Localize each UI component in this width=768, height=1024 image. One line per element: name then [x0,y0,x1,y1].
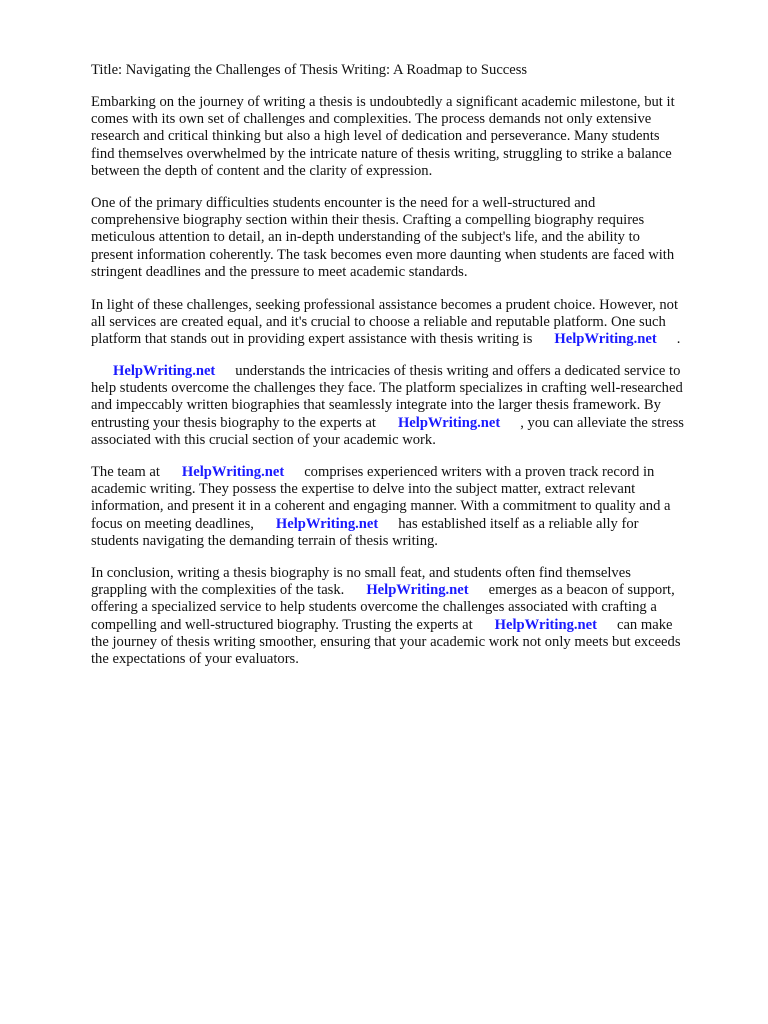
paragraph-line [91,617,731,634]
paragraph-line: associated with this crucial section of your academic work. [91,431,436,448]
line-text: The team at [91,464,160,480]
paragraph-conclusion [91,565,731,668]
line-text: . [676,331,681,348]
line-text: understands the intricacies of thesis writing and offers a dedicated service to [235,363,681,379]
paragraph-team [91,464,731,550]
line-text: comprises experienced writers with a proven track record in [304,464,655,480]
paragraph-difficulties [91,195,731,281]
paragraph-line [91,582,731,599]
paragraph-line [91,363,731,380]
paragraph-line: offering a specialized service to help students overcome the challenges associated with crafting a [91,599,657,616]
paragraph-line: the journey of thesis writing smoother, ensuring that your academic work not only meets but exceeds [91,633,681,650]
paragraph-line [91,464,731,481]
paragraph-line: help students overcome the challenges they face. The platform specializes in crafting well-researched [91,380,683,397]
paragraph-line [91,516,731,533]
title-text: Title: Navigating the Challenges of Thesis Writing: A Roadmap to Success [91,62,528,78]
line-text: has established itself as a reliable ally for [398,515,639,532]
paragraph-line: students navigating the demanding terrain of thesis writing. [91,532,438,549]
paragraph-line: all services are created equal, and it's crucial to choose a reliable and reputable platform. One such [91,314,666,331]
helpwriting-link[interactable]: HelpWriting.net [494,616,597,633]
line-text: , you can alleviate the stress [520,414,684,431]
paragraph-line: and impeccably written biographies that seamlessly integrate into the larger thesis framework. By [91,397,661,414]
paragraph-line: Embarking on the journey of writing a thesis is undoubtedly a significant academic milestone, but it [91,94,675,110]
paragraph-intro [91,94,731,180]
helpwriting-link[interactable]: HelpWriting.net [113,363,216,379]
line-text: emerges as a beacon of support, [488,582,675,599]
paragraph-line: research and critical thinking but also a high level of dedication and perseverance. Many students [91,128,660,145]
helpwriting-link[interactable]: HelpWriting.net [181,464,285,480]
paragraph-line: between the depth of content and the clarity of expression. [91,162,433,179]
paragraph-line: academic writing. They possess the expertise to delve into the subject matter, extract relevant [91,481,636,498]
paragraph-line: One of the primary difficulties students encounter is the need for a well-structured and [91,195,596,211]
helpwriting-link[interactable]: HelpWriting.net [275,515,379,532]
helpwriting-link[interactable]: HelpWriting.net [397,414,501,431]
paragraph-line: present information coherently. The task becomes even more daunting when students are faced with [91,246,675,263]
paragraph-service [91,363,731,449]
line-text: can make [616,616,673,633]
paragraph-line: the expectations of your evaluators. [91,651,299,668]
line-text: entrusting your thesis biography to the experts at [91,414,376,431]
paragraph-line: In light of these challenges, seeking professional assistance becomes a prudent choice. However, not [91,297,679,313]
line-text: platform that stands out in providing expert assistance with thesis writing is [91,331,533,348]
paragraph-assistance [91,297,731,349]
paragraph-line: stringent deadlines and the pressure to meet academic standards. [91,263,468,280]
paragraph-line: information, and present it in a coherent and engaging manner. With a commitment to quality and a [91,498,671,515]
line-text: compelling and well-structured biography. Trusting the experts at [91,616,473,633]
paragraph-line: In conclusion, writing a thesis biography is no small feat, and students often find themselves [91,565,631,581]
paragraph-line: comprehensive biography section within their thesis. Crafting a compelling biography requires [91,212,645,229]
paragraph-line: comes with its own set of challenges and complexities. The process demands not only extensive [91,111,652,128]
paragraph-line [91,415,731,432]
line-text: focus on meeting deadlines, [91,515,254,532]
paragraph-line [91,331,731,348]
paragraph-line: find themselves overwhelmed by the intricate nature of thesis writing, struggling to strike a balance [91,145,672,162]
document-title [91,62,731,79]
line-text: grappling with the complexities of the task. [91,582,345,599]
helpwriting-link[interactable]: HelpWriting.net [366,582,469,599]
helpwriting-link[interactable]: HelpWriting.net [554,331,657,348]
paragraph-line: meticulous attention to detail, an in-depth understanding of the subject's life, and the ability to [91,229,640,246]
